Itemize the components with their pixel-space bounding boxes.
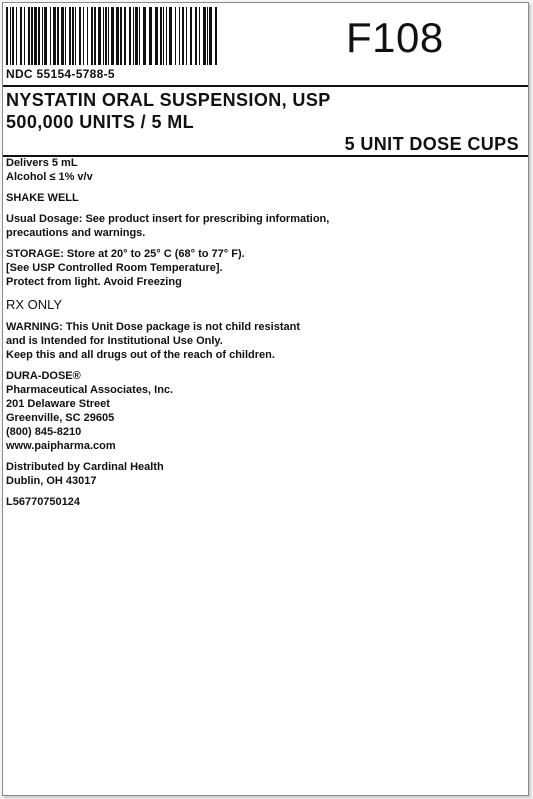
- product-code: F108: [346, 14, 444, 61]
- distributor-line-1: Distributed by Cardinal Health: [6, 461, 164, 473]
- company-street: 201 Delaware Street: [6, 398, 110, 410]
- delivers-text: Delivers 5 mL: [6, 157, 78, 169]
- divider-top: [3, 85, 528, 87]
- storage-line-2: [See USP Controlled Room Temperature].: [6, 262, 223, 274]
- shake-text: SHAKE WELL: [6, 192, 79, 204]
- company-name: Pharmaceutical Associates, Inc.: [6, 384, 174, 396]
- brand-name: DURA-DOSE®: [6, 370, 81, 382]
- company-phone: (800) 845-8210: [6, 426, 82, 438]
- lot-number: L56770750124: [6, 496, 81, 508]
- drug-name: NYSTATIN ORAL SUSPENSION, USP: [6, 90, 331, 110]
- rx-only: RX ONLY: [6, 297, 63, 312]
- warning-line-2: and is Intended for Institutional Use Only.: [6, 335, 223, 347]
- dosage-line-1: Usual Dosage: See product insert for prescribing information,: [6, 213, 330, 225]
- alcohol-text: Alcohol ≤ 1% v/v: [6, 171, 93, 183]
- company-website: www.paipharma.com: [6, 440, 116, 452]
- package-count: 5 UNIT DOSE CUPS: [344, 134, 519, 154]
- dosage-line-2: precautions and warnings.: [6, 227, 146, 239]
- warning-line-1: WARNING: This Unit Dose package is not child resistant: [6, 321, 300, 333]
- warning-line-3: Keep this and all drugs out of the reach of children.: [6, 349, 275, 361]
- label-body: [6, 156, 516, 509]
- storage-line-1: STORAGE: Store at 20° to 25° C (68° to 77° F).: [6, 248, 245, 260]
- drug-strength: 500,000 UNITS / 5 ML: [6, 112, 195, 132]
- drug-label: [2, 2, 529, 796]
- storage-line-3: Protect from light. Avoid Freezing: [6, 276, 182, 288]
- distributor-line-2: Dublin, OH 43017: [6, 475, 97, 487]
- barcode: [6, 7, 221, 65]
- company-city: Greenville, SC 29605: [6, 412, 115, 424]
- ndc-number: NDC 55154-5788-5: [6, 67, 115, 81]
